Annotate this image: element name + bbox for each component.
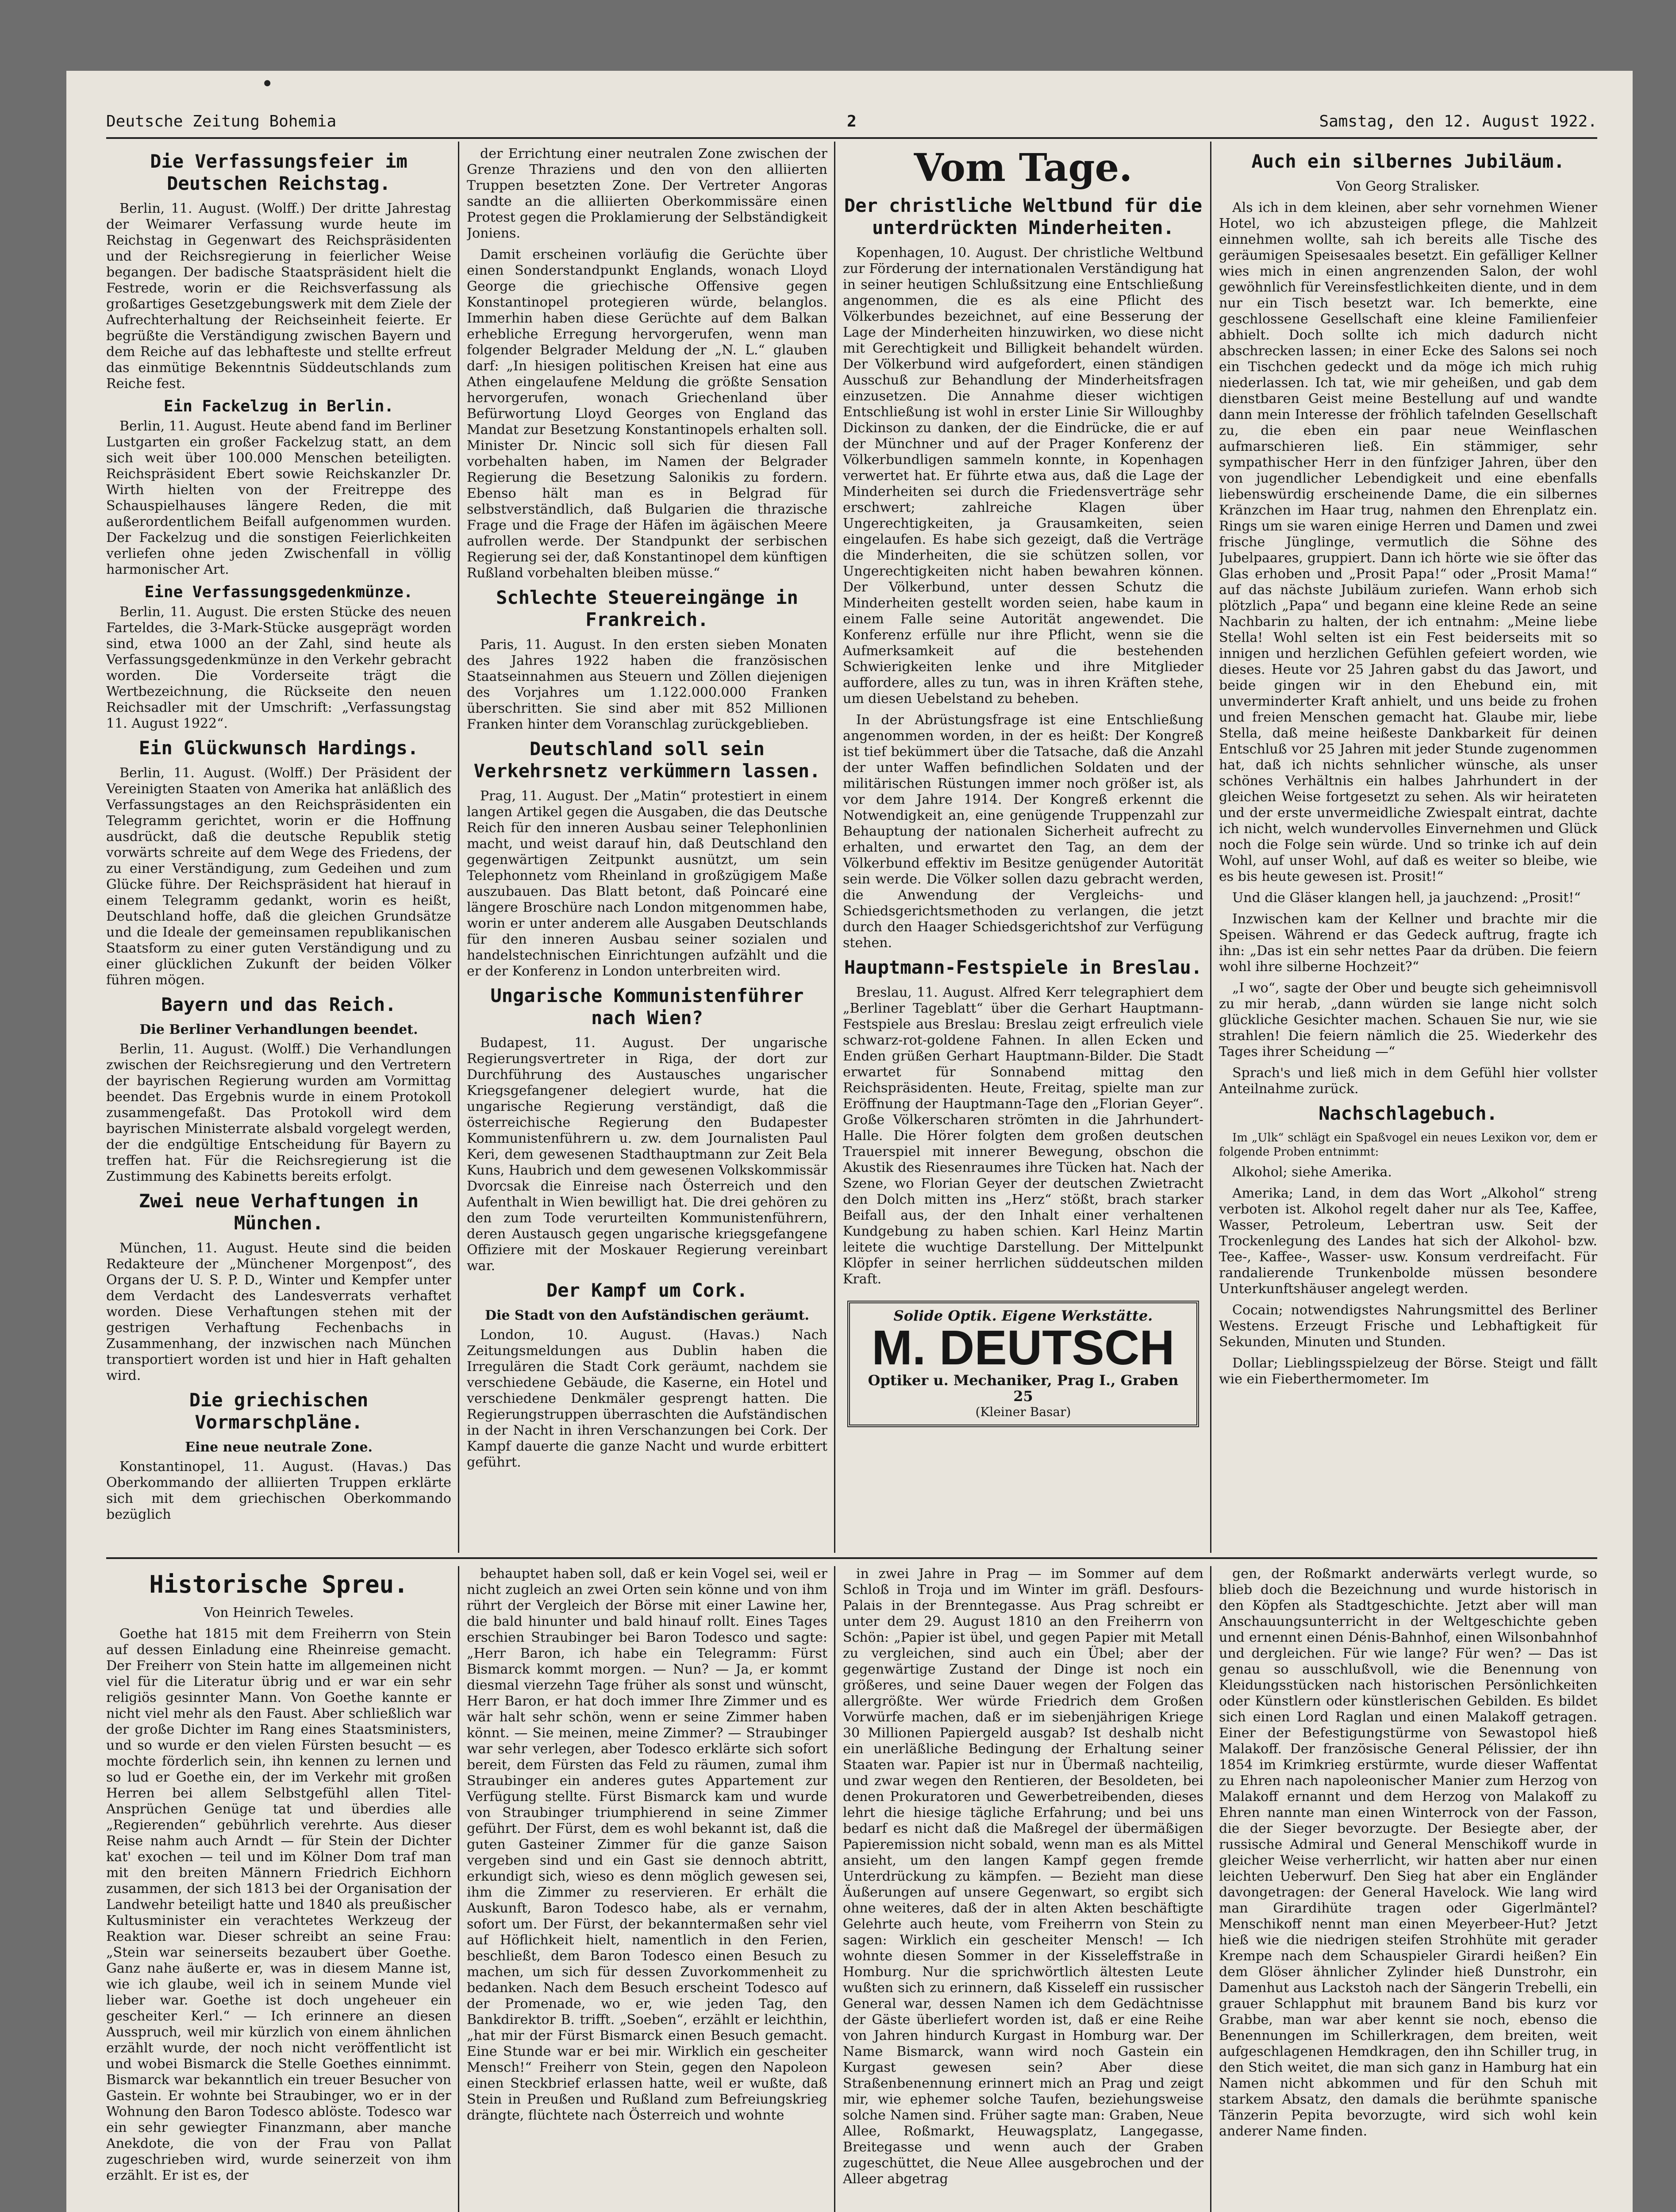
article-text: Dollar; Lieblingsspielzeug der Börse. Steigt und fällt wie ein Fieberthermometer. Im: [1219, 1356, 1597, 1387]
article-text: Berlin, 11. August. (Wolff.) Der Präsident der Vereinigten Staaten von Amerika hat anläßlich des Verfassungstages an den Reichspräsidenten ein Telegramm gerichtet, worin er die Hoffnung ausdrückt, daß die deutsche Republik stetig vorwärts schreite auf dem Wege des Friedens, der zu einer Verständigung, zum Gedeihen und zum Glücke führe. Der Reichspräsident hat hierauf in einem Telegramm gedankt, worin es heißt, Deutschland hoffe, daß die gleichen Grundsätze und die Ideale der gemeinsamen republikanischen Staatsform zu einer guten Verständigung und zu einer glücklichen Zukunft der beiden Völker führen mögen.: [106, 765, 451, 988]
headline: Die Verfassungsfeier im Deutschen Reichstag.: [150, 150, 407, 194]
column-4: [1219, 146, 1597, 1553]
article-text: Cocain; notwendigstes Nahrungsmittel des Berliner Westens. Erzeugt Frische und Lebhaftigkeit für Sekunden, Minuten und Stunden.: [1219, 1302, 1597, 1350]
feuilleton-column-1: [106, 1566, 451, 2212]
advertisement: [847, 1301, 1199, 1427]
article-text: Berlin, 11. August. Die ersten Stücke des neuen Farteldes, die 3-Mark-Stücke ausgeprägt worden sind, etwa 1000 an der Zahl, sind heute als Verfassungsgedenkmünze in den Verkehr gebracht worden. Die Vorderseite trägt die Wertbezeichnung, die Rückseite den neuen Reichsadler mit der Umschrift: „Verfassungstag 11. August 1922“.: [106, 604, 451, 731]
article-text: Konstantinopel, 11. August. (Havas.) Das Oberkommando der alliierten Truppen erklärte sich mit dem griechischen Oberkommando bezüglich: [106, 1459, 451, 1522]
ad-company: M. DEUTSCH: [872, 1321, 1175, 1375]
masthead: Deutsche Zeitung Bohemia: [106, 112, 337, 131]
article-text: Berlin, 11. August. (Wolff.) Der dritte Jahrestag der Weimarer Verfassung wurde heute im Reichstag in Gegenwart des Reichspräsidenten und der Reichsregierung in feierlicher Weise begangen. Der badische Staatspräsident hielt die Festrede, worin er die Reichsverfassung als großartiges Gesetzgebungswerk mit dem Ziele der Aufrechterhaltung der Reichseinheit feierte. Er begrüßte die Verständigung zwischen Bayern und dem Reiche auf das lebhafteste und stellte erfreut das einmütige Bekenntnis Süddeutschlands zum Reiche fest.: [106, 201, 451, 392]
headline: Schlechte Steuereingänge in Frankreich.: [496, 587, 798, 630]
article-text: Damit erscheinen vorläufig die Gerüchte über einen Sonderstandpunkt Englands, wonach Lloyd George die griechische Offensive gegen Konstantinopel protegieren würde, belanglos. Immerhin haben diese Gerüchte auf dem Balkan erhebliche Erregung hervorgerufen, wenn man folgender Belgrader Meldung der „N. L.“ glauben darf: „In hiesigen politischen Kreisen hat eine aus Athen eingelaufene Meldung die größte Sensation hervorgerufen, wonach Griechenland über Befürwortung Lloyd Georges von England das Mandat zur Besetzung Konstantinopels erhalten soll. Minister Dr. Nincic soll sich für diesen Fall vorbehalten haben, im Namen der Belgrader Regierung die Besetzung Salonikis zu fordern. Ebenso hält man es in Belgrad für selbstverständlich, daß Bulgarien die thrazische Frage und die Frage der Häfen im ägäischen Meere aufrollen werde. Der Standpunkt der serbischen Regierung sei der, daß Konstantinopel dem künftigen Rußland vorbehalten bleiben müsse.“: [467, 247, 827, 581]
headline: Hauptmann-Festspiele in Breslau.: [844, 956, 1203, 978]
feuilleton-column-4: [1219, 1566, 1597, 2212]
article-text: Sprach's und ließ mich in dem Gefühl hier vollster Anteilnahme zurück.: [1219, 1065, 1597, 1097]
article-text: behauptet haben soll, daß er kein Vogel sei, weil er nicht zugleich an zwei Orten sein könne und von ihm rührt der Vergleich der Börse mit einer Lawine her, die bald hinunter und bald hinauf rollt. Eines Tages erschien Straubinger bei Baron Todesco und sagte: „Herr Baron, ich habe ein Telegramm: Fürst Bismarck kommt morgen. — Nun? — Ja, er kommt diesmal vierzehn Tage früher als sonst und wünscht, Herr Baron, er hat doch immer Ihre Zimmer und es wär halt sehr schön, wenn er seine Zimmer haben könnt. — Sie meinen, meine Zimmer? — Straubinger war sehr verlegen, aber Todesco erklärte sich sofort bereit, dem Fürsten das Feld zu räumen, zumal ihm Straubinger ein anderes gutes Appartement zur Verfügung stellte. Fürst Bismarck kam und wurde von Straubinger triumphierend in seine Zimmer geführt. Der Fürst, dem es wohl bekannt ist, daß die guten Gasteiner Zimmer für die ganze Saison vergeben sind und ein Gast sie dennoch abtritt, erkundigt sich, wieso es denn möglich gewesen sei, ihm die Zimmer zu reservieren. Er erhält die Auskunft, Baron Todesco habe, als er vernahm, sofort um. Der Fürst, der bekanntermaßen sehr viel auf Höflichkeit hielt, namentlich in den Ferien, beschließt, dem Baron Todesco einen Besuch zu machen, um sich für dessen Zuvorkommenheit zu bedanken. Nach dem Besuch erscheint Todesco auf der Promenade, wo er, wie jeden Tag, den Bankdirektor B. trifft. „Soeben“, erzählt er leichthin, „hat mir der Fürst Bismarck einen Besuch gemacht. Eine Stunde war er bei mir. Wirklich ein gescheiter Mensch!“ Freiherr von Stein, gegen den Napoleon einen Steckbrief erlassen hatte, weil er wußte, daß Stein in Preußen und Rußland zum Befreiungskrieg drängte, flüchtete nach Österreich und wohnte: [467, 1566, 827, 2123]
article-text: Und die Gläser klangen hell, ja jauchzend: „Prosit!“: [1232, 890, 1581, 906]
article-intro: Im „Ulk“ schlägt ein Spaßvogel ein neues Lexikon vor, dem er folgende Proben entnimmt:: [1219, 1131, 1597, 1159]
ad-tagline: Solide Optik. Eigene Werkstätte.: [893, 1307, 1153, 1324]
article-text: Paris, 11. August. In den ersten sieben Monaten des Jahres 1922 haben die französischen Staatseinnahmen aus Steuern und Zöllen diejenigen des Vorjahres um 1.122.000.000 Franken überschritten. Sie sind aber mit 852 Millionen Franken hinter dem Voranschlag zurückgeblieben.: [467, 637, 827, 732]
headline: Zwei neue Verhaftungen in München.: [138, 1190, 419, 1234]
headline: Nachschlagebuch.: [1319, 1102, 1498, 1124]
headline: Ein Glückwunsch Hardings.: [138, 737, 419, 759]
article-text: „I wo“, sagte der Ober und beugte sich geheimnisvoll zu mir herab, „dann würden sie lange nicht solch glückliche Gesichter machen. Schauen Sie nur, wie sie strahlen! Die feiern nämlich die 25. Wiederkehr des Tages ihrer Scheidung —“: [1219, 980, 1597, 1060]
byline: Von Heinrich Teweles.: [204, 1605, 354, 1621]
article-text: Goethe hat 1815 mit dem Freiherrn von Stein auf dessen Einladung eine Rheinreise gemacht. Der Freiherr von Stein hatte im allgemeinen nicht viel für die Literatur übrig und er war ein sehr religiös gesinnter Mann. Von Goethe kannte er nicht viel mehr als den Faust. Aber schließlich war der große Dichter im Rang eines Staatsministers, und so wurde er den vielen Fürsten besucht — es mochte förderlich sein, ihn kennen zu lernen und so lud er Goethe ein, der im Verkehr mit großen Herren bei allem Selbstgefühl allen Titel-Ansprüchen Genüge tat und überdies alle „Regierenden“ gebührlich verehrte. Aus dieser Reise nahm auch Arndt — für Stein der Dichter kat' exochen — teil und im Kölner Dom traf man mit den breiten Männern Friedrich Eichhorn zusammen, der sich 1813 bei der Organisation der Landwehr beteiligt hatte und 1840 als preußischer Kultusminister ein verachtetes Werkzeug der Reaktion war. Dieser schreibt an seine Frau: „Stein war seinerseits bezaubert über Goethe. Ganz nahe äußerte er, was in diesem Manne ist, wie ich glaube, weil ich in seinem Munde viel lieber war. Goethe ist doch ungeheuer ein gescheiter Kerl.“ — Ich erinnere an diesen Ausspruch, weil mir kürzlich von einem ähnlichen erzählt wurde, der noch nicht veröffentlicht ist und wobei Bismarck die Stelle Goethes einnimmt. Bismarck war bekanntlich ein treuer Besucher von Gastein. Er wohnte bei Straubinger, wo er in der Wohnung den Baron Todesco ablöste. Todesco war ein sehr gewiegter Finanzmann, aber manche Anekdote, die von der Frau von Pallat zugeschrieben wird, wurde seinerzeit von ihm erzählt. Er ist es, der: [106, 1626, 451, 2183]
headline: Ein Fackelzug in Berlin.: [163, 397, 394, 415]
article-text: In der Abrüstungsfrage ist eine Entschließung angenommen worden, in der es heißt: Der Kongreß ist tief bekümmert über die Tatsache, daß die Anzahl der unter Waffen befindlichen Soldaten und der militärischen Rüstungen immer noch größer ist, als vor dem Jahre 1914. Der Kongreß erkennt die Notwendigkeit an, eine genügende Truppenzahl zur Behauptung der nationalen Sicherheit aufrecht zu erhalten, und erwartet den Tag, an dem der Völkerbund effektiv im Besitze genügender Autorität sein werde. Die Völker sollen dazu gebracht werden, die Anwendung der Vergleichs- und Schiedsgerichtsmethoden zu verlangen, die jetzt durch den Haager Schiedsgerichtshof zur Verfügung stehen.: [843, 712, 1203, 951]
article-text: Berlin, 11. August. (Wolff.) Die Verhandlungen zwischen der Reichsregierung und den Vertretern der bayrischen Regierung wurden am Vormittag beendet. Das Ergebnis wurde in einem Protokoll zusammengefaßt. Das Protokoll wird dem bayrischen Ministerrate alsbald vorgelegt werden, der die endgültige Entscheidung für Bayern zu treffen hat. Für die Reichsregierung ist die Zustimmung des Kabinetts bereits erfolgt.: [106, 1041, 451, 1184]
headline: Auch ein silbernes Jubiläum.: [1251, 150, 1565, 172]
article-text: Berlin, 11. August. Heute abend fand im Berliner Lustgarten ein großer Fackelzug statt, an dem sich weit über 100.000 Menschen beteiligten. Reichspräsident Ebert sowie Reichskanzler Dr. Wirth hielten von der Freitreppe des Schauspielhauses längere Reden, die mit außerordentlichem Beifall aufgenommen wurden. Der Fackelzug und die sonstigen Feierlichkeiten verliefen ohne jeden Zwischenfall in völlig harmonischer Art.: [106, 419, 451, 577]
feuilleton-column-3: [843, 1566, 1203, 2212]
article-text: Budapest, 11. August. Der ungarische Regierungsvertreter in Riga, der dort zur Durchführung des Austausches ungarischer Kriegsgefangener delegiert wurde, hat die ungarische Regierung verständigt, daß die österreichische Regierung den Budapester Kommunistenführern u. zw. dem Journalisten Paul Keri, dem gewesenen Stadthauptmann zur Zeit Bela Kuns, Haubrich und dem gewesenen Volkskommissär Dvorcsak die Einreise nach Österreich und den Aufenthalt in Wien bewilligt hat. Die drei gehören zu den zum Tode verurteilten Kommunistenführern, deren Austausch gegen ungarische kriegsgefangene Offiziere mit der Moskauer Regierung vereinbart war.: [467, 1035, 827, 1274]
column-rule: [834, 1566, 835, 2212]
headline: Ungarische Kommunistenführer nach Wien?: [490, 985, 804, 1029]
column-3: [843, 146, 1203, 1553]
feuilleton-column-2: [467, 1566, 827, 2212]
headline: Deutschland soll sein Verkehrsnetz verkümmern lassen.: [473, 738, 821, 782]
column-rule: [834, 142, 835, 1553]
newspaper-page: [66, 71, 1633, 2212]
article-text: in zwei Jahre in Prag — im Sommer auf dem Schloß in Troja und im Winter im gräfl. Desfours-Palais in der Brenntegasse. Aus Prag schreibt er unter dem 29. August 1810 an den Freiherrn von Schön: „Papier ist übel, und gegen Papier mit Metall zu vergleichen, sind auch ein Übel; aber der gegenwärtige Zustand der Dinge ist noch ein größeres, und seine Dauer wegen der Folgen das allergrößte. Wer würde Friedrich dem Großen Vorwürfe machen, daß er im siebenjährigen Kriege 30 Millionen Papiergeld ausgab? Ist deshalb nicht ein unerläßliche Bedingung der Erhaltung seiner Staaten war. Papier ist nur in Übermaß nachteilig, und zwar wegen den Rentieren, der Besoldeten, bei denen Prokuratoren und Gewerbetreibenden, dieses lehrt die hiesige tägliche Erfahrung; und bei uns bedarf es nicht daß die Maßregel der übermäßigen Papieremission nicht sobald, wenn man es als Mittel ansieht, um den langen Kampf gegen fremde Unterdrückung zu kämpfen. — Bezieht man diese Äußerungen auf unsere Gegenwart, so ergibt sich ohne weiteres, daß der in alten Akten beschäftigte Gelehrte auch heute, vom Freiherrn von Stein zu sagen: Wirklich ein gescheiter Mensch! — Ich wohnte diesen Sommer in der Kisseleffstraße in Homburg. Nur die sprichwörtlich ältesten Leute wußten sich zu erinnern, daß Kisseleff ein russischer General war, dessen Namen ich dem Gedächtnisse der Gäste überliefert worden ist, daß er eine Reihe von Jahren hindurch Kurgast in Homburg war. Der Name Bismarck, wann wird noch Gastein ein Kurgast gewesen sein? Aber diese Straßenbenennung erinnert mich an Prag und zeigt mir, wie ephemer solche Taufen, beziehungsweise solche Namen sind. Früher sagte man: Graben, Neue Allee, Roßmarkt, Heuwagsplatz, Langegasse, Breitegasse und wenn auch der Graben zugeschüttet, die Neue Allee ausgebrochen und der Alleer abgetrag: [843, 1566, 1203, 2187]
headline: Der Kampf um Cork.: [546, 1279, 748, 1301]
ink-mark: •: [261, 72, 274, 96]
column-rule: [458, 142, 459, 1553]
running-header: [106, 106, 1597, 139]
article-text: Amerika; Land, in dem das Wort „Alkohol“ streng verboten ist. Alkohol regelt daher nur als Tee, Kaffee, Wasser, Petroleum, Lebertran usw. Seit der Trockenlegung des Landes hat sich der Alkohol- bzw. Tee-, Kaffee-, Wasser- usw. Konsum verdreifacht. Für randalierende Trunkenbolde müssen besondere Unterkunftshäuser angelegt werden.: [1219, 1186, 1597, 1297]
article-text: München, 11. August. Heute sind die beiden Redakteure der „Münchener Morgenpost“, des Organs der U. S. P. D., Winter und Kempfer unter dem Verdacht des Landesverrats verhaftet worden. Diese Verhaftungen stehen mit der gestrigen Verhaftung Fechenbachs in Zusammenhang, der inzwischen nach München transportiert worden ist und hier in Haft gehalten wird.: [106, 1240, 451, 1383]
article-text: der Errichtung einer neutralen Zone zwischen der Grenze Thraziens und den von den alliierten Truppen besetzten Zone. Der Vertreter Angoras sandte an die alliierten Oberkommissäre einen Protest gegen die Proklamierung der Selbständigkeit Joniens.: [467, 146, 827, 241]
ad-address: Optiker u. Mechaniker, Prag I., Graben 25: [868, 1372, 1179, 1405]
article-text: Breslau, 11. August. Alfred Kerr telegraphiert dem „Berliner Tageblatt“ über die Gerhart Hauptmann-Festspiele aus Breslau: Breslau zeigt erfreulich viele schwarz-rot-goldene Fahnen. In allen Ecken und Enden grüßen Gerhart Hauptmann-Bilder. Die Stadt erwartet für Sonnabend mittag den Reichspräsidenten. Heute, Freitag, spielte man zur Eröffnung der Hauptmann-Tage den „Florian Geyer“. Große Völkerscharen strömten in die Jahrhundert-Halle. Die Hörer folgten dem großen deutschen Trauerspiel mit innerer Bewegung, obschon die Akustik des Riesenraumes ihre Tücken hat. Nach der Szene, wo Florian Geyer der deutschen Zwietracht den Dolch mitten ins „Herz“ stößt, brach starker Beifall aus, der den Inhalt einer verhaltenen Kundgebung zu haben schien. Karl Heinz Martin leitete die wuchtige Darstellung. Der Mittelpunkt Klöpfer in seiner herrlichen süddeutschen milden Kraft.: [843, 985, 1203, 1287]
page-number: 2: [847, 112, 857, 131]
ad-note: (Kleiner Basar): [975, 1405, 1071, 1419]
issue-date: Samstag, den 12. August 1922.: [1319, 112, 1597, 131]
column-1: [106, 146, 451, 1553]
column-rule: [458, 1566, 459, 2212]
subheadline: Die Berliner Verhandlungen beendet.: [139, 1022, 418, 1037]
headline: Eine Verfassungsgedenkmünze.: [144, 583, 413, 601]
headline: Historische Spreu.: [149, 1571, 408, 1598]
headline: Die griechischen Vormarschpläne.: [189, 1389, 369, 1433]
subheadline: Eine neue neutrale Zone.: [185, 1440, 373, 1455]
headline: Der christliche Weltbund für die unterdrückten Minderheiten.: [844, 195, 1203, 238]
column-rule: [1210, 142, 1211, 1553]
column-2: [467, 146, 827, 1553]
byline: Von Georg Stralisker.: [1336, 179, 1480, 194]
article-text: Alkohol; siehe Amerika.: [1232, 1164, 1392, 1180]
section-title: Vom Tage.: [914, 146, 1133, 190]
article-text: Inzwischen kam der Kellner und brachte mir die Speisen. Während er das Gedeck auftrug, fragte ich ihn: „Das ist ein sehr nettes Paar da drüben. Die feiern wohl ihre silberne Hochzeit?“: [1219, 911, 1597, 975]
article-text: Prag, 11. August. Der „Matin“ protestiert in einem langen Artikel gegen die Ausgaben, die das Deutsche Reich für den inneren Ausbau seiner Telephonlinien macht, und weist darauf hin, daß Deutschland den gegenwärtigen Zeitpunkt ausnützt, um sein Telephonnetz vom Rheinland in großzügigem Maße auszubauen. Das Blatt betont, daß Poincaré eine längere Broschüre nach London mitgenommen habe, worin er unter anderem alle Ausgaben Deutschlands für den inneren Ausbau seiner sozialen und handelstechnischen Einrichtungen aufzählt und die er der Konferenz in London unterbreiten wird.: [467, 788, 827, 979]
article-text: London, 10. August. (Havas.) Nach Zeitungsmeldungen aus Dublin haben die Irregulären die Stadt Cork geräumt, nachdem sie verschiedene Gebäude, die Kaserne, ein Hotel und verschiedene Denkmäler gesprengt hatten. Die Regierungstruppen überraschten die Aufständischen in der Nacht in ihren Verschanzungen bei Cork. Der Kampf dauerte die ganze Nacht und wurde erbittert geführt.: [467, 1327, 827, 1470]
article-text: gen, der Roßmarkt anderwärts verlegt wurde, so blieb doch die Bezeichnung und wurde historisch in den Köpfen als Stadtgeschichte. Jetzt aber will man Anschauungsunterricht in der Weltgeschichte geben und ernennt einen Dénis-Bahnhof, einen Wilsonbahnhof und dergleichen. Für wie lange? Für wen? — Das ist genau so ausschlußvoll, wie die Benennung von Kleidungsstücken nach historischen Persönlichkeiten oder Künstlern oder künstlerischen Gebilden. Es bildet sich einen Lord Raglan und einen Malakoff getragen. Einer der Befestigungstürme von Sewastopol hieß Malakoff. Der französische General Pélissier, der ihn 1854 im Krimkrieg erstürmte, wurde dieser Waffentat zu Ehren nach napoleonischer Manier zum Herzog von Malakoff ernannt und dem Herzog von Malakoff zu Ehren nannte man einen Winterrock von der Fasson, die der Sieger bevorzugte. Der Besiegte aber, der russische Admiral und General Menschikoff wurde in gleicher Weise verherrlicht, wir hatten aber nur einen leichten Ueberwurf. Den Sieg hat aber ein Engländer davongetragen: der General Havelock. Wie lang wird man Girardihüte tragen oder Gigerlmäntel? Menschikoff nennt man einen Meyerbeer-Hut? Jetzt hieß wie die niedrigen steifen Strohhüte mit gerader Krempe nach dem Schauspieler Girardi heißen? Ein dem Glöser ähnlicher Zylinder hieß Dunstrohr, ein Damenhut aus Lackstoh nach der Sängerin Trebelli, ein grauer Schlapphut mit braunem Band bis kurz vor Grabbe, man war aber kennt sie noch, ebenso die Benennungen im Schillerkragen, dem breiten, weit aufgeschlagenen Hemdkragen, den ihn Schiller trug, in den Stich weitet, die man sich ganz in Hamburg hat ein Namen nicht abkommen und für den Schuh mit starkem Absatz, den damals die berühmte spanische Tänzerin Pepita bevorzugte, wird sich wohl kein anderer Name finden.: [1219, 1566, 1597, 2139]
article-text: Als ich in dem kleinen, aber sehr vornehmen Wiener Hotel, wo ich abzusteigen pflege, die Mahlzeit einnehmen wollte, sah ich bereits alle Tische des geräumigen Speisesaales besetzt. Ein gefälliger Kellner wies mich in einen angrenzenden Salon, der wohl gewöhnlich für Vereinsfestlichkeiten diente, und in dem nur ein Tisch besetzt war. Ich bemerkte, eine geschlossene Gesellschaft eine kleine Familienfeier abhielt. Doch sollte ich mich dadurch nicht abschrecken lassen; in einer Ecke des Salons sei noch ein Tischchen gedeckt und da möge ich mich ruhig niederlassen. Ich tat, wie mir geheißen, und gab dem dienstbaren Geist meine Bestellung auf und wandte dann mein Interesse der fröhlich tafelnden Gesellschaft zu, die eben ein paar neue Weinflaschen aufmarschieren ließ. Ein stämmiger, sehr sympathischer Herr in den fünfziger Jahren, über den von jugendlicher Lebendigkeit und eine ebenfalls liebenswürdig erscheinende Dame, die ein silbernes Kränzchen im Haar trug, nahmen den Ehrenplatz ein. Rings um sie waren einige Herren und Damen und zwei frische Jünglinge, vermutlich die Söhne des Jubelpaares, gruppiert. Dann ich hörte wie sie öfter das Glas erhoben und „Prosit Papa!“ oder „Prosit Mama!“ auf das nächste Jubiläum zuriefen. Wann erhob sich plötzlich „Papa“ und begann eine kleine Rede an seine Nachbarin zu halten, der ich entnahm: „Meine liebe Stella! Wohl selten ist ein Fest beiderseits mit so innigen und herzlichen Gefühlen gefeiert worden, wie dieses. Heute vor 25 Jahren gabst du das Jawort, und beide gingen wir in den Ehebund ein, mit unverminderter Kraft anhielt, und uns beide zu frohen und freien Menschen gemacht hat. Glaube mir, liebe Stella, daß meine heißeste Dankbarkeit für deinen Entschluß vor 25 Jahren mit jeder Stunde zugenommen hat, daß ich nichts sehnlicher wünsche, als unser schönes Verhältnis ein halbes Jahrhundert in der gleichen Weise fortgesetzt zu sehen. Als wir heirateten und der erste unvermeidliche Zwiespalt eintrat, dachte ich nicht, welch wundervolles Einvernehmen und Glück noch die Folge sein würde. Und so trinke ich auf dein Wohl, auf unser Wohl, auf daß es weiter so bleibe, wie es bis heute gewesen ist. Prosit!“: [1219, 200, 1597, 884]
subheadline: Die Stadt von den Aufständischen geräumt.: [484, 1308, 810, 1323]
headline: Bayern und das Reich.: [161, 994, 396, 1015]
section-rule: [106, 1557, 1597, 1559]
article-text: Kopenhagen, 10. August. Der christliche Weltbund zur Förderung der internationalen Verständigung hat in seiner heutigen Schlußsitzung eine Entschließung angenommen, die es als eine Pflicht des Völkerbundes bezeichnet, auf eine Besserung der Lage der Minderheiten hinzuwirken, wo diese nicht mit Gerechtigkeit und Billigkeit behandelt würden. Der Völkerbund wird aufgefordert, einen ständigen Ausschuß zur Behandlung der Minderheitsfragen einzusetzen. Die Annahme dieser wichtigen Entschließung ist wohl in erster Linie Sir Willoughby Dickinson zu danken, der die Eindrücke, die er auf der Münchner und auf der Prager Konferenz der Völkerbundligen sammeln konnte, in Kopenhagen verwertet hat. Er führte etwa aus, daß die Lage der Minderheiten sei durch die Friedensverträge sehr erschwert; zahlreiche Klagen über Ungerechtigkeiten, ja Grausamkeiten, seien eingelaufen. Es habe sich gezeigt, daß die Verträge die Minderheiten, die sie schützen sollen, vor Ungerechtigkeiten nicht haben bewahren können. Der Völkerbund, unter dessen Schutz die Minderheiten gestellt worden seien, habe kaum in einem Falle seine Autorität angewendet. Die Konferenz erfülle nur ihre Pflicht, wenn sie die Aufmerksamkeit auf die bestehenden Schwierigkeiten lenke und ihre Mitglieder auffordere, alles zu tun, was in ihren Kräften stehe, um diesen Uebelstand zu beheben.: [843, 245, 1203, 707]
column-rule: [1210, 1566, 1211, 2212]
